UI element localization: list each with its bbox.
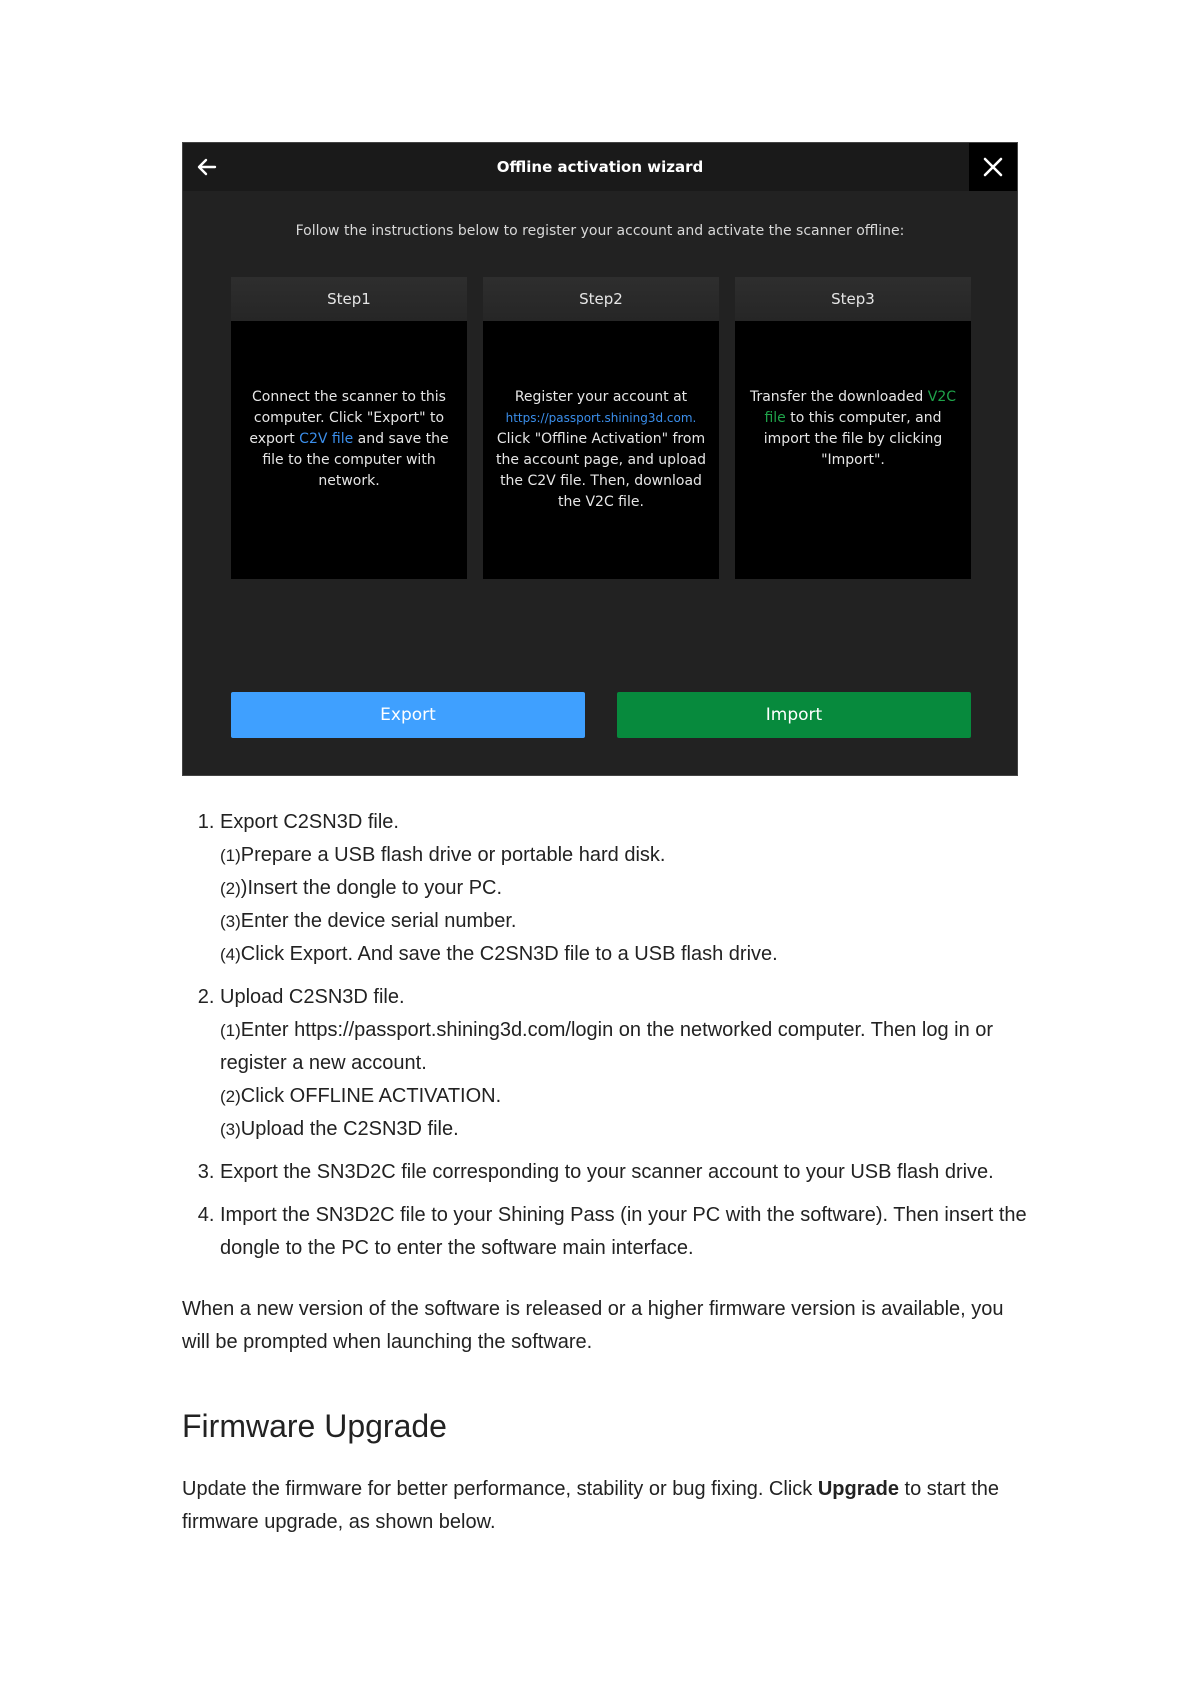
- wizard-titlebar: [183, 143, 1017, 191]
- step-1-panel: [231, 277, 467, 579]
- step-description: Transfer the downloaded V2C file to this computer, and import the file by clicking "Import".: [749, 389, 957, 468]
- step-description: Register your account at https://passport.shining3d.com. Click "Offline Activation" from the account page, and upload the C2V file. Then, download the V2C file.: [496, 389, 706, 510]
- sub-step: (2))Insert the dongle to your PC.: [220, 877, 503, 899]
- passport-link[interactable]: https://passport.shining3d.com.: [505, 411, 697, 425]
- wizard-title: Offline activation wizard: [496, 158, 704, 176]
- upgrade-keyword: Upgrade: [817, 1478, 899, 1500]
- sub-step: (2)Click OFFLINE ACTIVATION.: [220, 1085, 502, 1107]
- step-3-panel: [735, 277, 971, 579]
- list-item: 1. Export C2SN3D file. (1)Prepare a USB flash drive or portable hard disk. (2))Insert the dongle to your PC. (3)Enter the device serial number. (4)Click Export. And save the C2SN3D file to a USB flash drive.: [220, 806, 1060, 971]
- close-icon[interactable]: [969, 143, 1017, 191]
- sub-step: (3)Enter the device serial number.: [220, 910, 517, 932]
- export-button[interactable]: Export: [231, 692, 585, 738]
- step-2-panel: [483, 277, 719, 579]
- sub-step: (1)Enter https://passport.shining3d.com/login on the networked computer. Then log in or register a new account.: [220, 1019, 994, 1074]
- v2c-file-highlight: V2C file: [764, 389, 957, 426]
- sub-step: (1)Prepare a USB flash drive or portable hard disk.: [220, 844, 666, 866]
- step-label: Step3: [735, 277, 971, 321]
- c2v-file-highlight: C2V file: [299, 431, 354, 447]
- offline-activation-wizard: [182, 142, 1018, 776]
- step-label: Step2: [483, 277, 719, 321]
- firmware-paragraph: Update the firmware for better performance, stability or bug fixing. Click Upgrade to start the firmware upgrade, as shown below.: [182, 1478, 1000, 1533]
- release-notice-paragraph: When a new version of the software is released or a higher firmware version is available, you will be prompted when launching the software.: [182, 1298, 1004, 1353]
- firmware-upgrade-heading: Firmware Upgrade: [182, 1408, 447, 1444]
- step-label: Step1: [231, 277, 467, 321]
- sub-step: (4)Click Export. And save the C2SN3D file to a USB flash drive.: [220, 943, 778, 965]
- sub-step: (3)Upload the C2SN3D file.: [220, 1118, 459, 1140]
- list-item: 3. Export the SN3D2C file corresponding to your scanner account to your USB flash drive.: [220, 1156, 1060, 1189]
- step-description: Connect the scanner to this computer. Click "Export" to export C2V file and save the file to the computer with network.: [249, 389, 449, 489]
- instruction-list: [182, 806, 1060, 1275]
- list-item: 4. Import the SN3D2C file to your Shining Pass (in your PC with the software). Then insert the dongle to the PC to enter the software main interface.: [220, 1199, 1060, 1265]
- import-button[interactable]: Import: [617, 692, 971, 738]
- wizard-intro: Follow the instructions below to register your account and activate the scanner offline:: [295, 223, 905, 239]
- list-item: 2. Upload C2SN3D file. (1)Enter https://passport.shining3d.com/login on the networked computer. Then log in or register a new account. (2)Click OFFLINE ACTIVATION. (3)Upload the C2SN3D file.: [220, 981, 1060, 1146]
